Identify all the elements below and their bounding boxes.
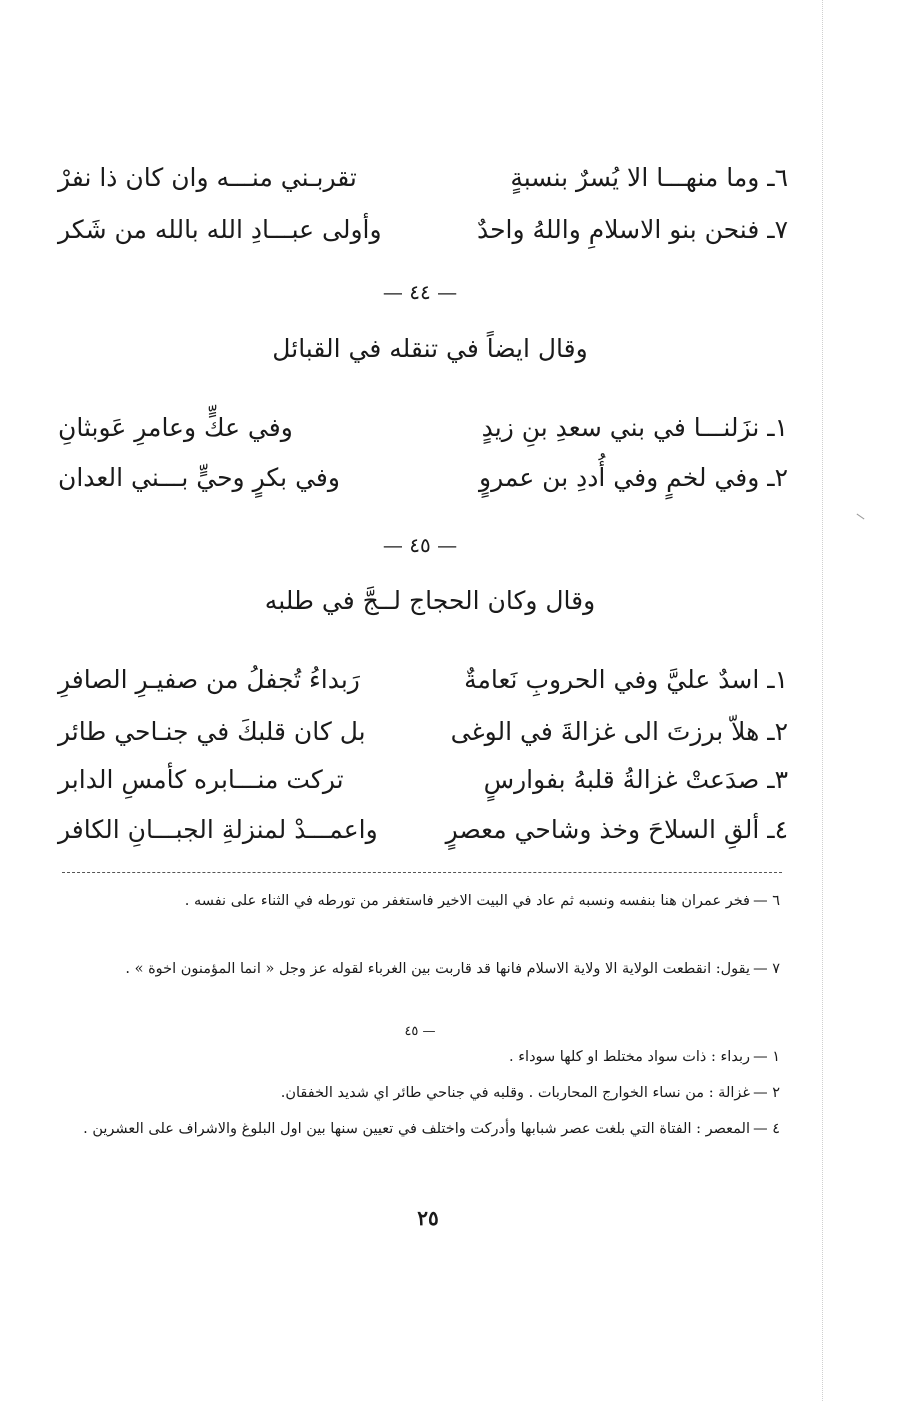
verse-second-hemistich: بل كان قلبكَ في جنـاحي طائر <box>58 717 366 746</box>
page-fold-line <box>822 0 823 1401</box>
verse-second-hemistich: تركت منـــابره كأمسِ الدابر <box>58 765 344 794</box>
verse-line <box>58 158 788 198</box>
footnote-text: يقول: انقطعت الولاية الا ولاية الاسلام فانها قد قاربت بين الغرباء لقوله عز وجل « انما المؤمنون اخوة » . <box>125 961 750 977</box>
verse-line <box>58 660 788 700</box>
verse-second-hemistich: رَبداءُ تُجفلُ من صفيـرِ الصافرِ <box>58 665 360 694</box>
verse-second-hemistich: تقربـني منـــه وان كان ذا نفرْ <box>58 163 357 192</box>
footnote-number: ٦ — <box>753 893 780 909</box>
page-number: ٢٥ <box>417 1206 439 1230</box>
verse-second-hemistich: وفي بكرٍ وحيٍّ بـــني العدان <box>58 463 340 492</box>
verse-line <box>58 458 788 498</box>
footnote-text: فخر عمران هنا بنفسه ونسبه ثم عاد في البيت الاخير فاستغفر من تورطه في الثناء على نفسه . <box>184 893 750 909</box>
verse-first-hemistich: ٢ـ وفي لخمٍ وفي أُددِ بن عمروٍ <box>479 463 788 492</box>
footnote-number: ٧ — <box>753 961 780 977</box>
verse-line <box>58 760 788 800</box>
verse-first-hemistich: ٧ـ فنحن بنو الاسلامِ واللهُ واحدٌ <box>476 215 788 244</box>
verse-second-hemistich: وفي عكٍّ وعامرِ عَوبثانِ <box>58 413 293 442</box>
footnote-section-heading: — ٤٥ <box>404 1024 436 1039</box>
footnote <box>60 888 780 914</box>
footnote <box>60 1044 780 1070</box>
verse-first-hemistich: ٢ـ هلاّ برزتَ الى غزالةَ في الوغى <box>450 717 788 746</box>
footnote-number: ٤ — <box>753 1121 780 1137</box>
verse-line <box>58 210 788 250</box>
footnote-number: ٢ — <box>753 1085 780 1101</box>
verse-first-hemistich: ٦ـ وما منهـــا الا يُسرٌ بنسبةٍ <box>510 163 788 192</box>
scan-mark <box>857 514 865 520</box>
verse-first-hemistich: ٤ـ ألقِ السلاحَ وخذ وشاحي معصرٍ <box>445 815 788 844</box>
footnote <box>60 1080 780 1106</box>
footnote <box>60 956 780 982</box>
verse-first-hemistich: ١ـ نزَلنـــا في بني سعدِ بنِ زيدٍ <box>481 413 788 442</box>
section-title: وقال وكان الحجاج لــجَّ في طلبه <box>264 586 596 615</box>
footnote <box>60 1116 780 1142</box>
verse-line <box>58 712 788 752</box>
footnote-separator <box>62 872 782 873</box>
verse-first-hemistich: ١ـ اسدٌ عليَّ وفي الحروبِ نَعامةٌ <box>464 665 788 694</box>
verse-second-hemistich: وأولى عبـــادِ الله بالله من شَكر <box>58 215 382 244</box>
footnote-text: ربداء : ذات سواد مختلط او كلها سوداء . <box>509 1049 750 1065</box>
section-title: وقال ايضاً في تنقله في القبائل <box>272 334 588 363</box>
verse-first-hemistich: ٣ـ صدَعتْ غزالةُ قلبهُ بفوارسٍ <box>483 765 788 794</box>
verse-line <box>58 810 788 850</box>
verse-second-hemistich: واعمـــدْ لمنزلةِ الجبـــانِ الكافر <box>58 815 378 844</box>
footnote-text: غزالة : من نساء الخوارج المحاربات . وقلبه في جناحي طائر اي شديد الخفقان. <box>280 1085 750 1101</box>
footnote-text: المعصر : الفتاة التي بلغت عصر شبابها وأدركت واختلف في تعيين سنها بين اول البلوغ والاشراف على العشرين . <box>83 1121 750 1137</box>
section-number-heading: — ٤٤ — <box>382 280 458 304</box>
section-number-heading: — ٤٥ — <box>382 533 458 557</box>
footnote-number: ١ — <box>753 1049 780 1065</box>
verse-line <box>58 408 788 448</box>
